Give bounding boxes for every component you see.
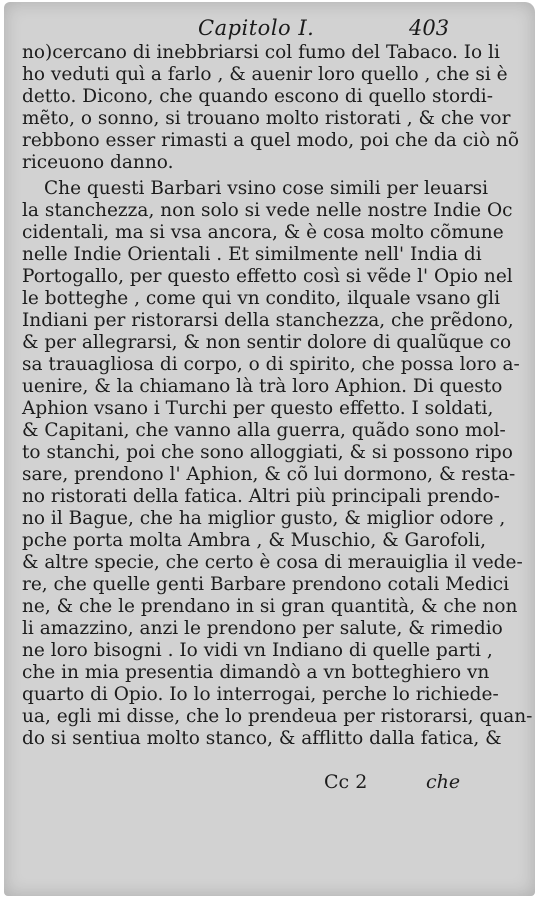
text-line: ho veduti quì a farlo , & auenir loro quello , che si è	[22, 64, 508, 85]
text-line: che in mia presentia dimandò a vn botteghiero vn	[22, 662, 490, 683]
text-line: nelle Indie Orientali . Et similmente nell' India di	[22, 244, 482, 265]
text-line: ua, egli mi disse, che lo prendeua per ristorarsi, quan-	[22, 706, 533, 727]
text-line: ne, & che le prendano in si gran quantità, & che non	[22, 596, 518, 617]
text-line: riceuono danno.	[22, 152, 174, 173]
page-footer	[4, 771, 535, 795]
text-line: Indiani per ristorarsi della stanchezza, che prẽdono,	[22, 310, 514, 331]
text-line: li amazzino, anzi le prendono per salute, & rimedio	[22, 618, 503, 639]
book-page	[4, 2, 535, 896]
text-line: uenire, & la chiamano là trà loro Aphion. Di questo	[22, 376, 503, 397]
text-line: no ristorati della fatica. Altri più principali prendo-	[22, 486, 500, 507]
text-line: do si sentiua molto stanco, & afflitto dalla fatica, &	[22, 728, 502, 749]
text-line: pche porta molta Ambra , & Muschio, & Garofoli,	[22, 530, 486, 551]
text-line: Portogallo, per questo effetto così si vẽde l' Opio nel	[22, 266, 513, 287]
text-line: la stanchezza, non solo si vede nelle nostre Indie Oc	[22, 200, 513, 221]
text-line: Che questi Barbari vsino cose simili per leuarsi	[44, 178, 489, 199]
text-line: no)cercano di inebbriarsi col fumo del Tabaco. Io li	[22, 42, 500, 63]
text-line: quarto di Opio. Io lo interrogai, perche lo richiede-	[22, 684, 499, 705]
text-line: detto. Dicono, che quando escono di quello stordi-	[22, 86, 493, 107]
text-line: no il Bague, che ha miglior gusto, & miglior odore ,	[22, 508, 506, 529]
text-line: rebbono esser rimasti a quel modo, poi che da ciò nõ	[22, 130, 520, 151]
text-line: & altre specie, che certo è cosa di merauiglia il vede-	[22, 552, 523, 573]
text-line: sa trauagliosa di corpo, o di spirito, che possa loro a-	[22, 354, 520, 375]
text-line: to stanchi, poi che sono alloggiati, & si possono ripo	[22, 442, 513, 463]
text-line: & Capitani, che vanno alla guerra, quãdo sono mol-	[22, 420, 506, 441]
text-line: sare, prendono l' Aphion, & cõ lui dormono, & resta-	[22, 464, 516, 485]
catchword: che	[426, 771, 461, 793]
page-header	[4, 16, 535, 42]
page-number: 403	[409, 16, 450, 40]
text-line: & per allegrarsi, & non sentir dolore di qualũque co	[22, 332, 512, 353]
running-head: Capitolo I.	[198, 16, 315, 40]
text-line: mẽto, o sonno, si trouano molto ristorati , & che vor	[22, 108, 511, 129]
text-line: le botteghe , come qui vn condito, ilquale vsano gli	[22, 288, 501, 309]
text-line: Aphion vsano i Turchi per questo effetto. I soldati,	[22, 398, 494, 419]
text-line: ne loro bisogni . Io vidi vn Indiano di quelle parti ,	[22, 640, 493, 661]
text-line: cidentali, ma si vsa ancora, & è cosa molto cõmune	[22, 222, 504, 243]
signature-mark: Cc 2	[324, 771, 368, 793]
text-line: re, che quelle genti Barbare prendono cotali Medici	[22, 574, 510, 595]
